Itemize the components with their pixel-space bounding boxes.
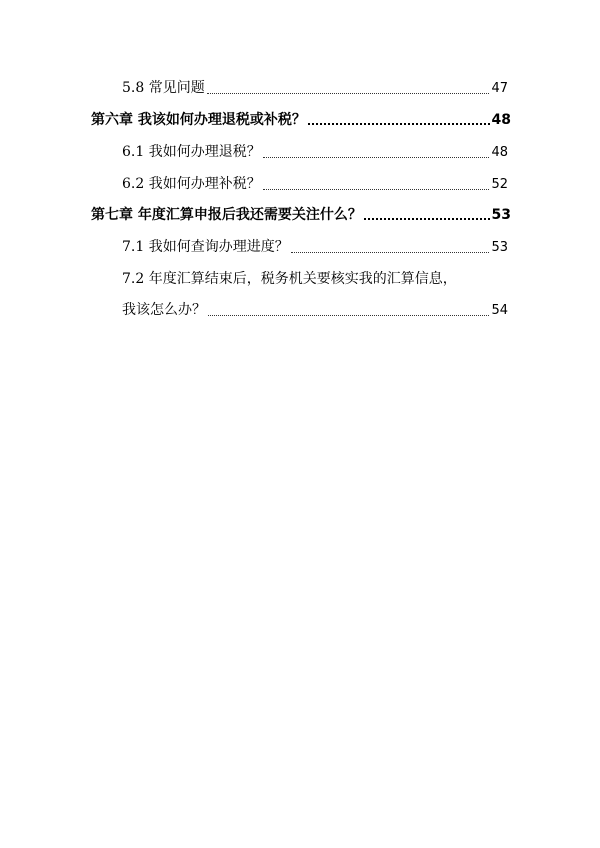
dot-leader xyxy=(364,218,490,220)
toc-entry-label: 7.2 年度汇算结束后，税务机关要核实我的汇算信息， xyxy=(122,271,457,287)
toc-entry-label: 6.1 我如何办理退税？ xyxy=(122,144,261,160)
dot-leader xyxy=(263,157,490,158)
dot-leader xyxy=(207,93,490,94)
toc-entry-label: 6.2 我如何办理补税？ xyxy=(122,176,261,192)
toc-page-number: 48 xyxy=(491,112,511,128)
toc-entry-6-1[interactable] xyxy=(122,142,508,163)
toc-page-number: 53 xyxy=(491,240,508,255)
dot-leader xyxy=(263,189,490,190)
toc-page-number: 48 xyxy=(491,145,508,160)
toc-entry-label: 7.1 我如何查询办理进度？ xyxy=(122,239,289,255)
toc-entry-label: 5.8 常见问题 xyxy=(122,80,205,96)
toc-entry-label: 我该怎么办？ xyxy=(122,302,206,318)
dot-leader xyxy=(308,123,490,125)
toc-entry-7-2-line2[interactable] xyxy=(122,300,508,321)
toc-entry-chapter-7[interactable] xyxy=(91,205,511,225)
toc-chapter-label: 第七章 年度汇算申报后我还需要关注什么？ xyxy=(91,207,362,223)
toc-chapter-label: 第六章 我该如何办理退税或补税？ xyxy=(91,112,306,128)
dot-leader xyxy=(208,315,489,316)
toc-entry-chapter-6[interactable] xyxy=(91,110,511,130)
toc-page-number: 52 xyxy=(491,177,508,192)
toc-page-number: 54 xyxy=(491,303,508,318)
toc-page-number: 53 xyxy=(491,207,511,223)
toc-page-number: 47 xyxy=(491,81,508,96)
toc-entry-5-8[interactable] xyxy=(122,78,508,99)
toc-entry-7-2-line1[interactable] xyxy=(122,269,508,289)
toc-entry-6-2[interactable] xyxy=(122,174,508,195)
dot-leader xyxy=(291,252,490,253)
toc-entry-7-1[interactable] xyxy=(122,237,508,258)
